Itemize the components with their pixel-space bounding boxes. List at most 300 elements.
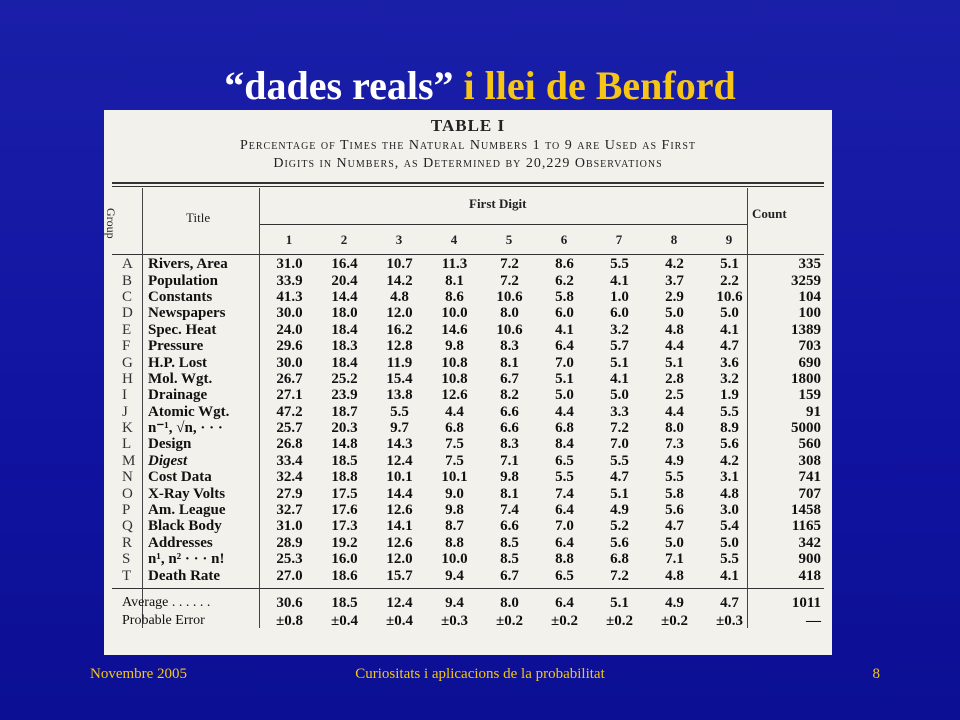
percentage-cell: 6.8 [610, 551, 629, 568]
row-title: Mol. Wgt. [148, 370, 213, 387]
row-title: Cost Data [148, 469, 212, 486]
digit-header: 8 [670, 232, 678, 247]
percentage-cell: 12.8 [386, 338, 413, 355]
group-letter: E [122, 321, 132, 338]
percentage-cell: 32.4 [276, 469, 303, 486]
count-cell: 560 [798, 436, 821, 453]
percentage-cell: 18.4 [331, 354, 358, 371]
percentage-cell: 19.2 [331, 534, 358, 551]
percentage-cell: 27.0 [276, 567, 303, 584]
probable-error-cell: ±0.3 [716, 612, 743, 629]
table-row [122, 322, 821, 338]
percentage-cell: 18.7 [331, 403, 358, 420]
table-row [122, 338, 821, 354]
row-title: X-Ray Volts [148, 485, 226, 502]
percentage-cell: 6.4 [555, 502, 574, 519]
percentage-cell: 8.1 [500, 485, 519, 502]
count-cell: 741 [798, 469, 821, 486]
percentage-cell: 25.2 [331, 370, 358, 387]
probable-error-cell: ±0.2 [551, 612, 578, 629]
percentage-cell: 7.5 [445, 452, 464, 469]
count-cell: 1458 [791, 502, 821, 519]
table-row [122, 453, 821, 469]
summary-table [122, 594, 825, 630]
row-title: Spec. Heat [148, 321, 217, 338]
percentage-cell: 7.1 [665, 551, 684, 568]
percentage-cell: 6.6 [500, 518, 519, 535]
percentage-cell: 28.9 [276, 534, 303, 551]
percentage-cell: 5.5 [610, 452, 629, 469]
digit-header: 1 [285, 232, 293, 247]
percentage-cell: 10.0 [441, 305, 468, 322]
count-cell: 91 [806, 403, 821, 420]
percentage-cell: 5.0 [720, 534, 739, 551]
group-letter: O [122, 485, 133, 502]
table-row [122, 518, 821, 534]
group-letter: A [122, 256, 133, 273]
percentage-cell: 7.0 [555, 354, 574, 371]
percentage-cell: 26.8 [276, 436, 303, 453]
percentage-cell: 7.4 [500, 502, 519, 519]
percentage-cell: 32.7 [276, 502, 303, 519]
percentage-cell: 9.8 [445, 502, 464, 519]
count-cell: 5000 [791, 420, 821, 437]
row-title: Digest [148, 452, 188, 469]
percentage-cell: 8.5 [500, 534, 519, 551]
percentage-cell: 3.6 [720, 354, 739, 371]
table-row [122, 535, 821, 551]
data-table [122, 256, 821, 584]
percentage-cell: 3.1 [720, 469, 739, 486]
slide-title [0, 62, 960, 110]
group-letter: G [122, 354, 133, 371]
percentage-cell: 7.2 [610, 567, 629, 584]
percentage-cell: 12.6 [386, 502, 413, 519]
table-row [122, 485, 821, 501]
percentage-cell: 4.4 [555, 403, 574, 420]
percentage-cell: 8.8 [445, 534, 464, 551]
percentage-cell: 3.7 [665, 272, 684, 289]
percentage-cell: 8.9 [720, 420, 739, 437]
percentage-cell: 9.0 [445, 485, 464, 502]
row-title: Newspapers [148, 305, 226, 322]
average-cell: 6.4 [555, 594, 574, 611]
percentage-cell: 5.5 [720, 403, 739, 420]
probable-error-row [122, 612, 825, 630]
table-row [122, 551, 821, 567]
percentage-cell: 17.5 [331, 485, 358, 502]
percentage-cell: 4.4 [665, 403, 684, 420]
row-title: n⁻¹, √n, · · · [148, 420, 223, 437]
percentage-cell: 4.4 [665, 338, 684, 355]
group-letter: M [122, 452, 136, 469]
percentage-cell: 27.1 [276, 387, 303, 404]
count-cell: 3259 [791, 272, 821, 289]
group-letter: N [122, 469, 133, 486]
percentage-cell: 5.8 [555, 288, 574, 305]
rule-first-digit [259, 224, 747, 225]
count-cell: 335 [798, 256, 821, 273]
percentage-cell: 14.3 [386, 436, 413, 453]
percentage-cell: 4.1 [720, 567, 739, 584]
percentage-cell: 14.2 [386, 272, 413, 289]
percentage-cell: 4.7 [610, 469, 629, 486]
probable-error-count: — [806, 612, 821, 629]
rule-top-thin [112, 186, 824, 187]
digit-header: 4 [450, 232, 458, 247]
percentage-cell: 8.6 [445, 288, 464, 305]
group-letter: Q [122, 518, 133, 535]
percentage-cell: 47.2 [276, 403, 303, 420]
rule-top [112, 182, 824, 184]
row-title: Rivers, Area [148, 256, 228, 273]
table-row [122, 289, 821, 305]
average-row [122, 594, 825, 612]
group-letter: T [122, 567, 132, 584]
percentage-cell: 10.1 [386, 469, 413, 486]
percentage-cell: 5.5 [665, 469, 684, 486]
percentage-cell: 14.4 [386, 485, 413, 502]
percentage-cell: 5.6 [665, 502, 684, 519]
percentage-cell: 5.1 [610, 485, 629, 502]
count-cell: 1800 [791, 370, 821, 387]
percentage-cell: 7.5 [445, 436, 464, 453]
percentage-cell: 1.0 [610, 288, 629, 305]
average-cell: 12.4 [386, 594, 413, 611]
percentage-cell: 7.4 [555, 485, 574, 502]
percentage-cell: 6.7 [500, 370, 519, 387]
footer-course-title: Curiositats i aplicacions de la probabilitat [355, 666, 605, 682]
header-count: Count [752, 206, 787, 221]
probable-error-label: Probable Error [122, 613, 205, 628]
row-title: Drainage [148, 387, 208, 404]
percentage-cell: 5.5 [555, 469, 574, 486]
percentage-cell: 9.8 [445, 338, 464, 355]
percentage-cell: 15.4 [386, 370, 413, 387]
table-caption: TABLE I [430, 116, 506, 135]
percentage-cell: 30.0 [276, 305, 303, 322]
average-label: Average . . . . . . [122, 595, 211, 610]
table-row [122, 502, 821, 518]
percentage-cell: 8.1 [445, 272, 464, 289]
count-cell: 707 [798, 485, 821, 502]
percentage-cell: 41.3 [276, 288, 303, 305]
percentage-cell: 10.1 [441, 469, 468, 486]
percentage-cell: 27.9 [276, 485, 303, 502]
percentage-cell: 7.3 [665, 436, 684, 453]
percentage-cell: 2.9 [665, 288, 684, 305]
table-caption-line1: Percentage of Times the Natural Numbers 1 to 9 are Used as First [239, 138, 696, 153]
average-cell: 4.7 [720, 594, 739, 611]
group-letter: B [122, 272, 133, 289]
percentage-cell: 14.4 [331, 288, 358, 305]
percentage-cell: 4.7 [665, 518, 684, 535]
group-letter: C [122, 288, 133, 305]
count-cell: 342 [798, 534, 821, 551]
group-letter: S [122, 551, 131, 568]
rule-summary [112, 588, 824, 589]
percentage-cell: 6.4 [555, 534, 574, 551]
group-letter: L [122, 436, 132, 453]
average-cell: 30.6 [276, 594, 303, 611]
percentage-cell: 5.5 [610, 256, 629, 273]
percentage-cell: 5.0 [720, 305, 739, 322]
group-letter: K [122, 420, 133, 437]
percentage-cell: 4.2 [720, 452, 739, 469]
percentage-cell: 4.1 [720, 321, 739, 338]
percentage-cell: 5.1 [555, 370, 574, 387]
percentage-cell: 7.0 [610, 436, 629, 453]
percentage-cell: 18.8 [331, 469, 358, 486]
slide-title-main: i llei de Benford [463, 63, 736, 108]
percentage-cell: 2.2 [720, 272, 739, 289]
percentage-cell: 4.8 [390, 288, 409, 305]
percentage-cell: 9.4 [445, 567, 464, 584]
percentage-cell: 24.0 [276, 321, 303, 338]
percentage-cell: 23.9 [331, 387, 358, 404]
percentage-cell: 8.1 [500, 354, 519, 371]
percentage-cell: 8.2 [500, 387, 519, 404]
percentage-cell: 33.4 [276, 452, 303, 469]
percentage-cell: 16.4 [331, 256, 358, 273]
group-letter: R [122, 534, 133, 551]
percentage-cell: 8.7 [445, 518, 464, 535]
count-cell: 1389 [791, 321, 821, 338]
percentage-cell: 5.6 [610, 534, 629, 551]
count-cell: 418 [798, 567, 821, 584]
average-cell: 4.9 [665, 594, 684, 611]
percentage-cell: 6.8 [555, 420, 574, 437]
percentage-cell: 8.0 [500, 305, 519, 322]
percentage-cell: 5.1 [665, 354, 684, 371]
count-cell: 900 [798, 551, 821, 568]
percentage-cell: 11.9 [386, 354, 413, 371]
percentage-cell: 5.1 [610, 354, 629, 371]
percentage-cell: 14.6 [441, 321, 468, 338]
percentage-cell: 12.4 [386, 452, 413, 469]
percentage-cell: 6.7 [500, 567, 519, 584]
percentage-cell: 3.2 [720, 370, 739, 387]
percentage-cell: 26.7 [276, 370, 303, 387]
percentage-cell: 5.4 [720, 518, 739, 535]
percentage-cell: 6.6 [500, 420, 519, 437]
count-cell: 703 [798, 338, 821, 355]
table-row [122, 567, 821, 583]
percentage-cell: 10.8 [441, 370, 468, 387]
table-caption-line2: Digits in Numbers, as Determined by 20,229 Observations [273, 156, 663, 171]
row-title: Addresses [148, 534, 213, 551]
percentage-cell: 5.0 [665, 305, 684, 322]
rule-header [112, 254, 824, 255]
percentage-cell: 5.1 [720, 256, 739, 273]
percentage-cell: 8.3 [500, 338, 519, 355]
percentage-cell: 29.6 [276, 338, 303, 355]
table-row [122, 436, 821, 452]
probable-error-cell: ±0.2 [606, 612, 633, 629]
group-letter: J [122, 403, 128, 420]
percentage-cell: 4.2 [665, 256, 684, 273]
table-row [122, 387, 821, 403]
row-title: Population [148, 272, 219, 289]
percentage-cell: 31.0 [276, 518, 303, 535]
percentage-cell: 1.9 [720, 387, 739, 404]
percentage-cell: 5.5 [720, 551, 739, 568]
table-row [122, 371, 821, 387]
percentage-cell: 6.6 [500, 403, 519, 420]
row-title: Am. League [148, 502, 226, 519]
percentage-cell: 6.2 [555, 272, 574, 289]
percentage-cell: 30.0 [276, 354, 303, 371]
probable-error-cell: ±0.2 [661, 612, 688, 629]
percentage-cell: 7.1 [500, 452, 519, 469]
digit-header: 5 [505, 232, 513, 247]
group-letter: I [122, 387, 127, 404]
percentage-cell: 31.0 [276, 256, 303, 273]
percentage-cell: 8.4 [555, 436, 574, 453]
percentage-cell: 5.7 [610, 338, 629, 355]
percentage-cell: 4.1 [610, 272, 629, 289]
count-cell: 1165 [791, 518, 821, 535]
row-title: Design [148, 436, 192, 453]
percentage-cell: 10.8 [441, 354, 468, 371]
header-first-digit: First Digit [469, 196, 527, 211]
table-row [122, 354, 821, 370]
table-row [122, 272, 821, 288]
probable-error-cell: ±0.8 [276, 612, 303, 629]
percentage-cell: 10.6 [716, 288, 743, 305]
percentage-cell: 8.6 [555, 256, 574, 273]
percentage-cell: 4.8 [665, 567, 684, 584]
probable-error-cell: ±0.4 [331, 612, 358, 629]
percentage-cell: 16.2 [386, 321, 413, 338]
count-cell: 104 [798, 288, 821, 305]
percentage-cell: 5.0 [665, 534, 684, 551]
table-row [122, 256, 821, 272]
digit-header: 6 [560, 232, 568, 247]
percentage-cell: 2.8 [665, 370, 684, 387]
percentage-cell: 7.2 [500, 256, 519, 273]
footer-page-number: 8 [872, 666, 880, 682]
average-cell: 9.4 [445, 594, 464, 611]
row-title: H.P. Lost [148, 354, 208, 371]
digit-header: 7 [615, 232, 623, 247]
count-cell: 308 [798, 452, 821, 469]
percentage-cell: 8.5 [500, 551, 519, 568]
count-cell: 100 [798, 305, 821, 322]
percentage-cell: 18.0 [331, 305, 358, 322]
percentage-cell: 13.8 [386, 387, 413, 404]
digit-header: 9 [725, 232, 733, 247]
percentage-cell: 10.6 [496, 321, 523, 338]
percentage-cell: 16.0 [331, 551, 358, 568]
group-letter: D [122, 305, 133, 322]
table-row [122, 469, 821, 485]
percentage-cell: 18.6 [331, 567, 358, 584]
average-count: 1011 [791, 594, 821, 611]
percentage-cell: 7.2 [500, 272, 519, 289]
percentage-cell: 4.4 [445, 403, 464, 420]
percentage-cell: 33.9 [276, 272, 303, 289]
header-title: Title [186, 210, 211, 225]
percentage-cell: 11.3 [441, 256, 468, 273]
footer-date: Novembre 2005 [90, 666, 188, 682]
percentage-cell: 25.3 [276, 551, 303, 568]
percentage-cell: 14.1 [386, 518, 413, 535]
percentage-cell: 20.4 [331, 272, 358, 289]
row-title: n¹, n² · · · n! [148, 551, 225, 568]
percentage-cell: 4.8 [720, 485, 739, 502]
percentage-cell: 12.0 [386, 551, 413, 568]
probable-error-cell: ±0.4 [386, 612, 413, 629]
average-cell: 8.0 [500, 594, 519, 611]
percentage-cell: 8.8 [555, 551, 574, 568]
percentage-cell: 6.5 [555, 452, 574, 469]
row-title: Death Rate [148, 567, 221, 584]
row-title: Pressure [148, 338, 204, 355]
percentage-cell: 2.5 [665, 387, 684, 404]
percentage-cell: 9.8 [500, 469, 519, 486]
percentage-cell: 10.7 [386, 256, 413, 273]
percentage-cell: 6.0 [610, 305, 629, 322]
slide-title-quoted: “dades reals” [224, 63, 454, 108]
percentage-cell: 10.6 [496, 288, 523, 305]
percentage-cell: 4.9 [610, 502, 629, 519]
percentage-cell: 12.6 [386, 534, 413, 551]
percentage-cell: 5.2 [610, 518, 629, 535]
percentage-cell: 5.0 [610, 387, 629, 404]
percentage-cell: 18.5 [331, 452, 358, 469]
group-letter: F [122, 338, 131, 355]
digit-header: 3 [395, 232, 403, 247]
percentage-cell: 15.7 [386, 567, 413, 584]
percentage-cell: 20.3 [331, 420, 358, 437]
percentage-cell: 17.3 [331, 518, 358, 535]
percentage-cell: 4.1 [610, 370, 629, 387]
probable-error-cell: ±0.3 [441, 612, 468, 629]
table-row [122, 305, 821, 321]
percentage-cell: 18.3 [331, 338, 358, 355]
probable-error-cell: ±0.2 [496, 612, 523, 629]
table-row [122, 420, 821, 436]
percentage-cell: 5.6 [720, 436, 739, 453]
percentage-cell: 4.8 [665, 321, 684, 338]
group-letter: H [122, 370, 133, 387]
count-cell: 159 [798, 387, 821, 404]
percentage-cell: 9.7 [390, 420, 409, 437]
percentage-cell: 8.3 [500, 436, 519, 453]
percentage-cell: 18.4 [331, 321, 358, 338]
percentage-cell: 4.9 [665, 452, 684, 469]
percentage-cell: 17.6 [331, 502, 358, 519]
header-group: Group [104, 208, 118, 239]
percentage-cell: 8.0 [665, 420, 684, 437]
percentage-cell: 6.0 [555, 305, 574, 322]
percentage-cell: 5.0 [555, 387, 574, 404]
digit-header: 2 [340, 232, 348, 247]
percentage-cell: 4.1 [555, 321, 574, 338]
percentage-cell: 25.7 [276, 420, 303, 437]
percentage-cell: 12.0 [386, 305, 413, 322]
row-title: Black Body [148, 518, 222, 535]
percentage-cell: 6.5 [555, 567, 574, 584]
average-cell: 18.5 [331, 594, 358, 611]
percentage-cell: 4.7 [720, 338, 739, 355]
group-letter: P [122, 502, 131, 519]
percentage-cell: 12.6 [441, 387, 468, 404]
percentage-cell: 7.0 [555, 518, 574, 535]
percentage-cell: 5.5 [390, 403, 409, 420]
percentage-cell: 3.0 [720, 502, 739, 519]
